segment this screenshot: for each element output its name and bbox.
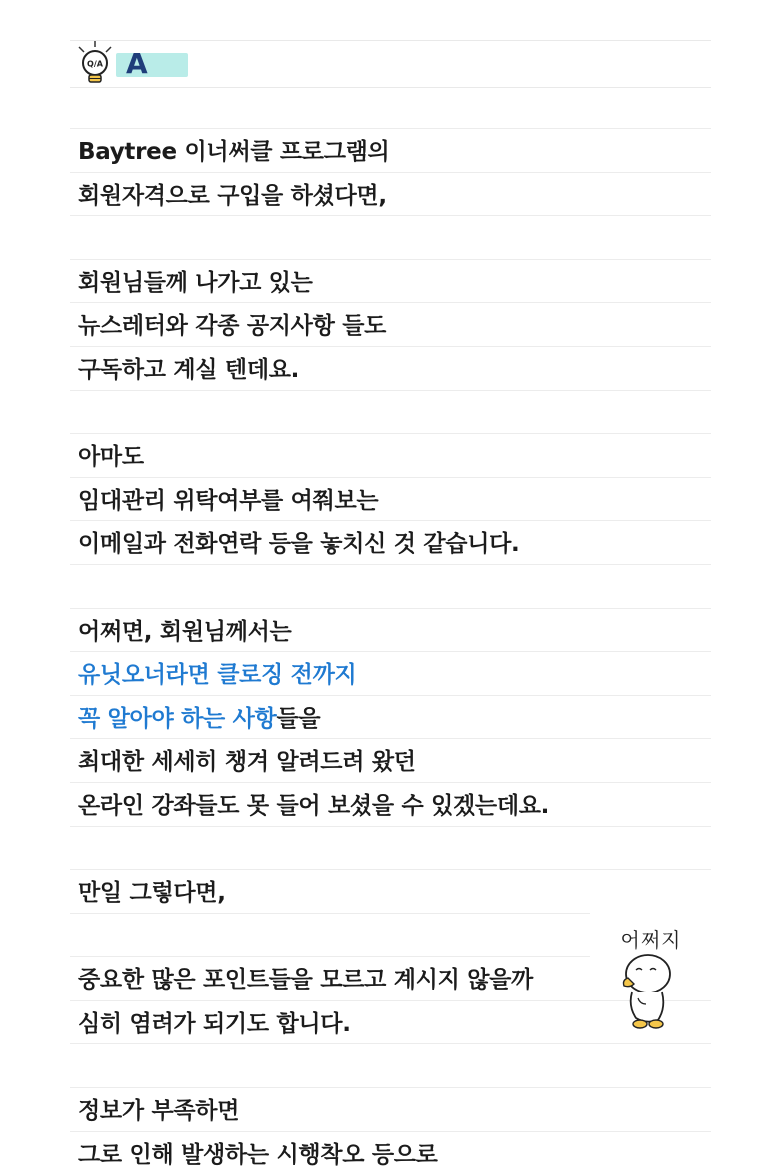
text-line xyxy=(70,433,711,477)
text-line xyxy=(70,128,711,172)
line-text: 온라인 강좌들도 못 들어 보셨을 수 있겠는데요. xyxy=(78,792,550,819)
line-text: 아마도 xyxy=(78,444,144,471)
line-text: 임대관리 위탁여부를 여쭤보는 xyxy=(78,487,379,514)
blank-line xyxy=(70,564,711,608)
text-line xyxy=(70,782,711,826)
line-text: 정보가 부족하면 xyxy=(78,1098,240,1125)
text-line xyxy=(70,869,711,913)
line-text xyxy=(78,704,320,734)
line-text: 회원님들께 나가고 있는 xyxy=(78,269,313,296)
line-text: 그로 인해 발생하는 시행착오 등으로 xyxy=(78,1141,438,1168)
line-text: 만일 그렇다면, xyxy=(78,880,226,907)
answer-letter: A xyxy=(126,47,148,80)
qa-header xyxy=(70,40,711,88)
sticker-caption: 어쩌지 xyxy=(620,928,682,952)
line-text: 이메일과 전화연락 등을 놓치신 것 같습니다. xyxy=(78,531,520,558)
text-line xyxy=(70,302,711,346)
text-line xyxy=(70,520,711,564)
text-line xyxy=(70,608,711,652)
lightbulb-qa-icon xyxy=(75,39,115,87)
text-line xyxy=(70,695,711,739)
line-text: 회원자격으로 구입을 하셨다면, xyxy=(78,182,387,209)
phrase-rest: 들을 xyxy=(276,705,321,732)
blank-line xyxy=(70,913,590,957)
line-text: 뉴스레터와 각종 공지사항 들도 xyxy=(78,313,387,340)
blank-line xyxy=(70,390,711,434)
worried-sticker xyxy=(596,924,706,1036)
blank-line xyxy=(70,1043,711,1087)
highlighted-line-text: 유닛오너라면 클로징 전까지 xyxy=(78,662,357,689)
line-text: 중요한 많은 포인트들을 모르고 계시지 않을까 xyxy=(78,967,533,994)
worried-duck-icon xyxy=(614,952,678,1032)
highlighted-phrase: 꼭 알아야 하는 사항 xyxy=(78,705,277,732)
text-line xyxy=(70,1087,711,1131)
line-text: 심히 염려가 되기도 합니다. xyxy=(78,1010,351,1037)
text-line xyxy=(70,172,711,216)
text-line xyxy=(70,259,711,303)
line-text: Baytree 이너써클 프로그램의 xyxy=(78,139,390,165)
text-line xyxy=(70,1131,711,1175)
line-text: 최대한 세세히 챙겨 알려드려 왔던 xyxy=(78,749,416,776)
text-line xyxy=(70,651,711,695)
line-text: 구독하고 계실 텐데요. xyxy=(78,356,300,383)
blank-line xyxy=(70,215,711,259)
line-text: 어쩌면, 회원님께서는 xyxy=(78,618,292,645)
text-line xyxy=(70,738,711,782)
svg-text:Q/A: Q/A xyxy=(87,59,103,69)
text-line xyxy=(70,956,590,1000)
text-line xyxy=(70,477,711,521)
blank-line xyxy=(70,826,711,870)
text-line xyxy=(70,346,711,390)
